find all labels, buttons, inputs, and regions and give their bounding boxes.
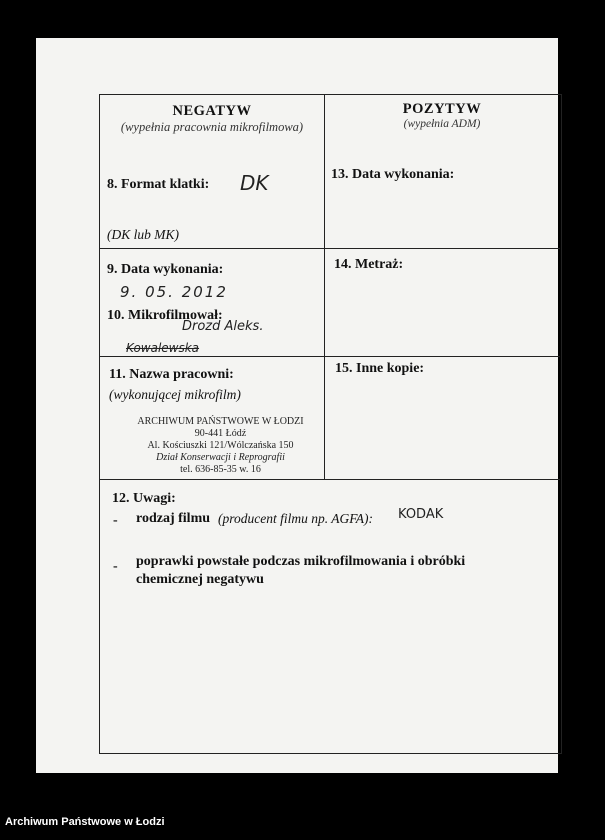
row-line-1 bbox=[100, 248, 560, 249]
mikrofilmowal-value: Drozd Aleks. bbox=[182, 319, 264, 334]
format-klatki-label: 8. Format klatki: bbox=[107, 177, 210, 192]
rodzaj-filmu-hint: (producent filmu np. AGFA): bbox=[218, 511, 373, 526]
mikrofilmowal-label: 10. Mikrofilmował: bbox=[107, 308, 223, 323]
nazwa-pracowni-label: 11. Nazwa pracowni: bbox=[109, 367, 234, 382]
row-line-2 bbox=[100, 356, 560, 357]
uwagi-label: 12. Uwagi: bbox=[112, 491, 176, 506]
data-wykonania-value: 9. 05. 2012 bbox=[120, 283, 228, 301]
pozytyw-subtitle: (wypełnia ADM) bbox=[403, 118, 481, 130]
metraz-label: 14. Metraż: bbox=[334, 257, 404, 272]
poprawki-line-2: chemicznej negatywu bbox=[136, 572, 264, 587]
stamp-line-4: Dział Konserwacji i Reprografii bbox=[156, 452, 285, 463]
inne-kopie-label: 15. Inne kopie: bbox=[335, 361, 425, 376]
document-sheet bbox=[36, 38, 558, 773]
pozytyw-title: POZYTYW bbox=[402, 101, 482, 117]
footer-caption: Archiwum Państwowe w Łodzi bbox=[5, 816, 165, 828]
pozytyw-header bbox=[324, 101, 560, 130]
rodzaj-filmu-value: KODAK bbox=[398, 507, 444, 522]
center-divider-top bbox=[324, 95, 325, 479]
uwagi-bullet-2: - bbox=[113, 559, 118, 574]
row-line-3 bbox=[100, 479, 560, 480]
negatyw-header bbox=[100, 103, 324, 135]
stamp-line-1: ARCHIWUM PAŃSTWOWE W ŁODZI bbox=[137, 416, 304, 427]
stamp-line-2: 90-441 Łódź bbox=[194, 428, 247, 439]
stamp-line-3: Al. Kościuszki 121/Wólczańska 150 bbox=[147, 440, 294, 451]
mikrofilmowal-value-2: Kowalewska bbox=[126, 341, 200, 355]
data-wykonania-pozytyw-label: 13. Data wykonania: bbox=[331, 167, 455, 182]
negatyw-subtitle: (wypełnia pracownia mikrofilmowa) bbox=[120, 120, 304, 134]
format-klatki-value: DK bbox=[240, 171, 269, 195]
data-wykonania-label: 9. Data wykonania: bbox=[107, 262, 224, 277]
negatyw-title: NEGATYW bbox=[172, 103, 252, 119]
format-klatki-hint: (DK lub MK) bbox=[107, 227, 179, 242]
rodzaj-filmu-label: rodzaj filmu bbox=[136, 511, 211, 526]
form-table bbox=[99, 94, 562, 754]
uwagi-bullet-1: - bbox=[113, 513, 118, 528]
poprawki-line-1: poprawki powstałe podczas mikrofilmowania i obróbki bbox=[136, 554, 466, 569]
stamp-line-5: tel. 636-85-35 w. 16 bbox=[180, 464, 261, 475]
archive-stamp bbox=[118, 416, 323, 476]
nazwa-pracowni-hint: (wykonującej mikrofilm) bbox=[109, 387, 241, 402]
